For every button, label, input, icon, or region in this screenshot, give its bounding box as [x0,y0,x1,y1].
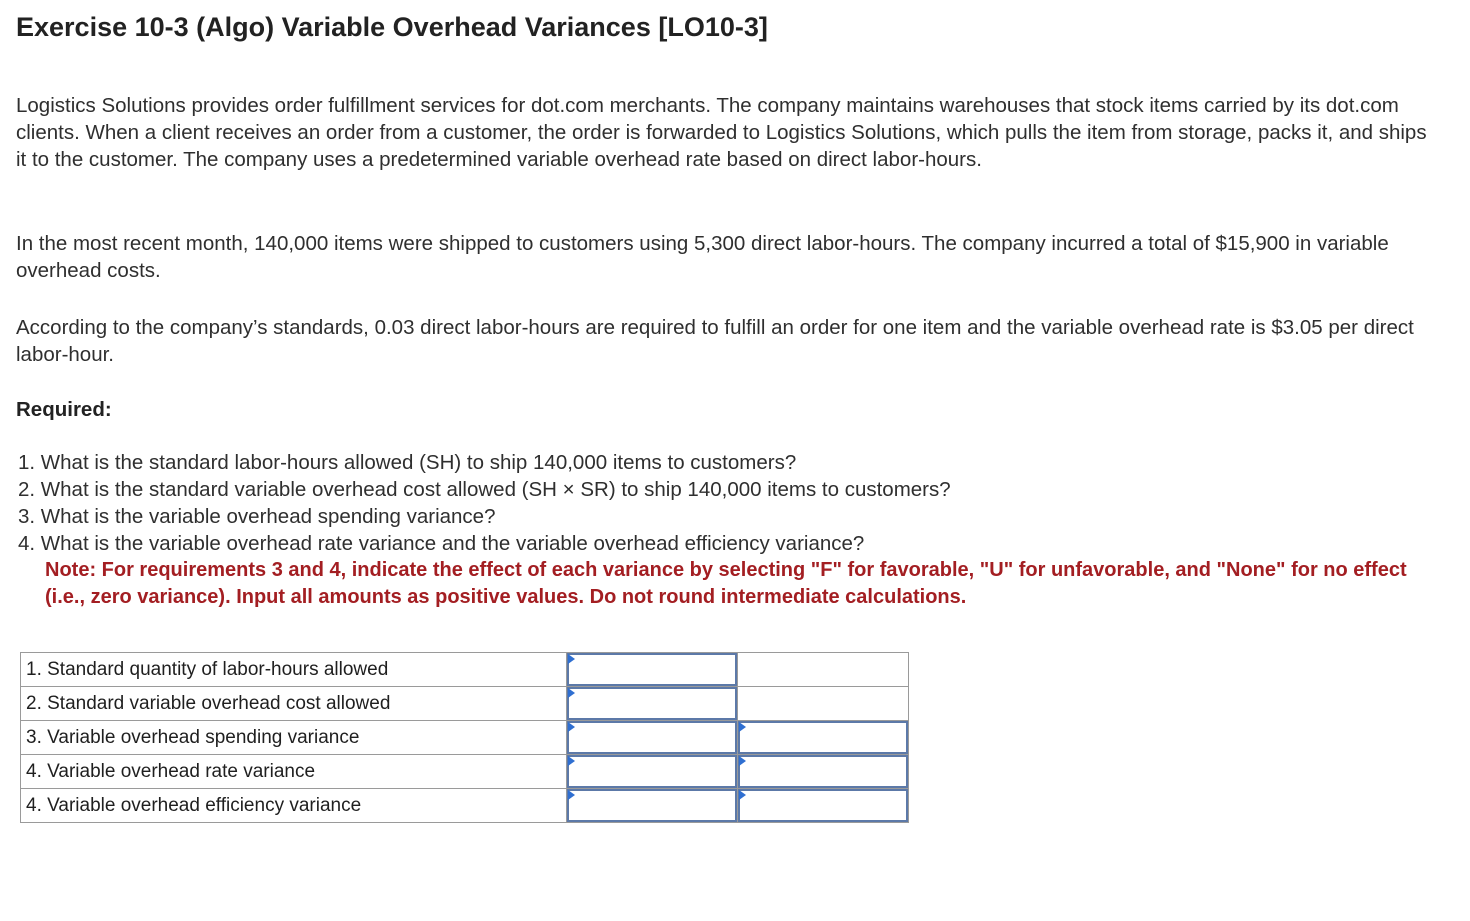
spending-effect-cell [738,721,909,755]
sr-cost-cell [567,687,738,721]
efficiency-variance-cell [567,789,738,823]
spending-variance-cell [567,721,738,755]
month-data-paragraph: In the most recent month, 140,000 items were shipped to customers using 5,300 direct labor-hours. The company incurred a total of $15,900 in variable overhead costs. [16,232,1389,282]
sh-amount-cell [567,653,738,687]
table-row [21,653,909,687]
spending-effect-select[interactable] [738,721,908,754]
table-row [21,721,909,755]
table-row [21,687,909,721]
rate-effect-select[interactable] [738,755,908,788]
table-row [21,755,909,789]
efficiency-effect-cell [738,789,909,823]
standards-paragraph: According to the company’s standards, 0.03 direct labor-hours are required to fulfill an order for one item and the variable overhead rate is $3.05 per direct labor-hour. [16,316,1414,366]
required-heading: Required: [16,398,112,421]
row-label: 1. Standard quantity of labor-hours allowed [21,653,567,687]
empty-cell [738,653,909,687]
rate-variance-input[interactable] [567,755,737,788]
intro-paragraph: Logistics Solutions provides order fulfillment services for dot.com merchants. The company maintains warehouses that stock items carried by its dot.com clients. When a client receives an order from a customer, the order is forwarded to Logistics Solutions, which pulls the item from storage, packs it, and ships it to the customer. The company uses a predetermined variable overhead rate based on direct labor-hours. [16,94,1427,171]
table-row [21,789,909,823]
efficiency-effect-select[interactable] [738,789,908,822]
requirements-list [18,449,1438,611]
rate-variance-cell [567,755,738,789]
row-label: 3. Variable overhead spending variance [21,721,567,755]
requirements-note: Note: For requirements 3 and 4, indicate the effect of each variance by selecting "F" for favorable, "U" for unfavorable, and "None" for no effect (i.e., zero variance). Input all amounts as positive values. Do not round intermediate calculations. [45,559,1407,608]
answer-table [20,652,909,823]
row-label: 2. Standard variable overhead cost allowed [21,687,567,721]
requirement-4: 4. What is the variable overhead rate variance and the variable overhead efficiency variance? [18,532,865,555]
spending-variance-input[interactable] [567,721,737,754]
requirement-3: 3. What is the variable overhead spending variance? [18,505,496,528]
rate-effect-cell [738,755,909,789]
efficiency-variance-input[interactable] [567,789,737,822]
row-label: 4. Variable overhead rate variance [21,755,567,789]
sh-amount-input[interactable] [567,653,737,686]
page-title: Exercise 10-3 (Algo) Variable Overhead Variances [LO10-3] [16,12,768,42]
empty-cell [738,687,909,721]
requirement-1: 1. What is the standard labor-hours allowed (SH) to ship 140,000 items to customers? [18,451,797,474]
requirement-2: 2. What is the standard variable overhead cost allowed (SH × SR) to ship 140,000 items to customers? [18,478,951,501]
row-label: 4. Variable overhead efficiency variance [21,789,567,823]
sr-cost-input[interactable] [567,687,737,720]
